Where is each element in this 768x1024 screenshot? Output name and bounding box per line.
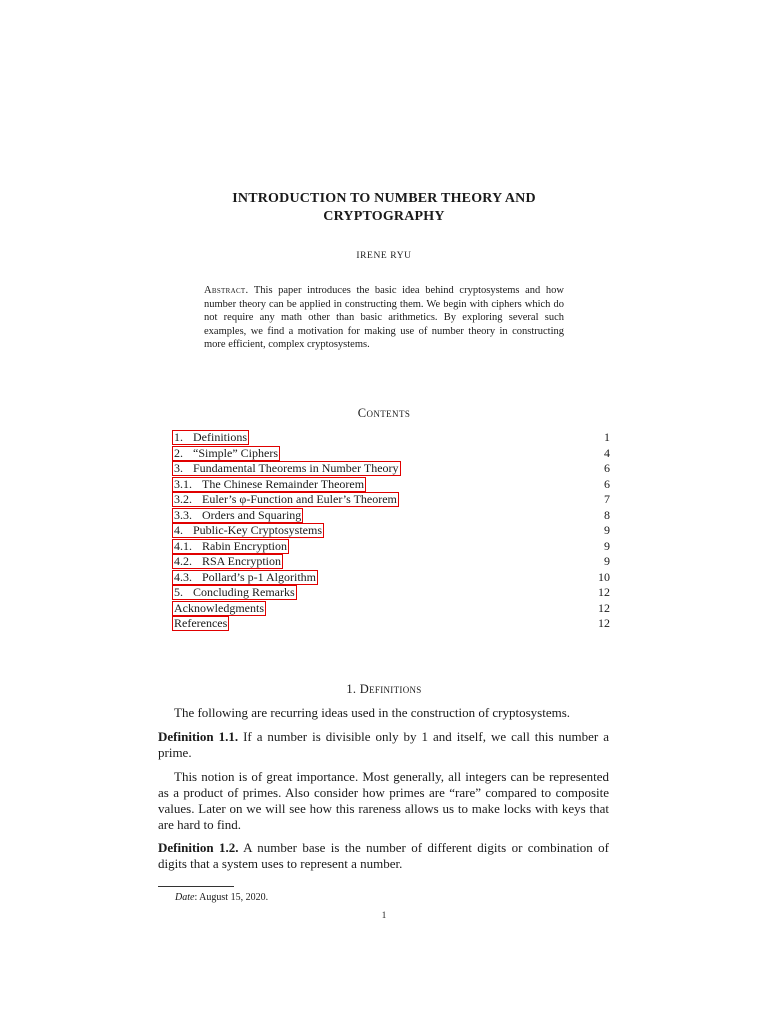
definition-1-1-label: Definition 1.1. [158,729,239,744]
toc-entry-label: Pollard’s p-1 Algorithm [202,569,316,584]
toc-entry-label: Euler’s φ-Function and Euler’s Theorem [202,492,397,506]
toc-entry-number: 3.1. [174,476,192,491]
footnote-text: : August 15, 2020. [194,892,269,903]
footnote-label: Date [175,892,195,903]
toc-row [172,477,610,493]
toc-link[interactable] [172,523,324,538]
toc-entry-page: 12 [598,600,610,615]
toc-entry-page: 8 [604,507,610,522]
toc-entry-number: 4.3. [174,569,192,584]
toc-entry-number: 1. [174,430,183,444]
toc-row [172,585,610,601]
toc-entry-number: 4.2. [174,554,192,568]
section-1-number: 1. [346,682,360,696]
toc-link[interactable] [172,601,266,616]
toc-link[interactable] [172,446,280,461]
toc-entry-number: 4. [174,523,183,537]
toc-link[interactable] [172,461,401,476]
toc-link[interactable] [172,492,399,507]
section-1-title: Definitions [359,682,422,696]
toc-link[interactable] [172,570,318,585]
definition-1-1 [158,729,609,761]
toc-entry-page: 1 [604,430,610,444]
toc-row [172,616,610,632]
toc-entry-number: 3. [174,461,183,475]
toc-entry-label: Fundamental Theorems in Number Theory [193,461,399,475]
footnote-rule [158,886,234,887]
toc-entry-number: 4.1. [174,538,192,553]
toc-entry-page: 9 [604,554,610,568]
toc-link[interactable] [172,477,366,492]
toc-entry-page: 12 [598,616,610,630]
abstract [204,284,564,352]
section-1-intro: The following are recurring ideas used in the construction of cryptosystems. [174,705,571,720]
toc-link[interactable] [172,430,249,445]
toc-link[interactable] [172,585,297,600]
toc-entry-number: 3.2. [174,492,192,506]
title-line-1: INTRODUCTION TO NUMBER THEORY AND [232,191,536,206]
toc-entry-number: 5. [174,585,183,599]
toc-entry-label: RSA Encryption [202,554,282,568]
toc-entry-page: 9 [604,523,610,537]
toc-row [172,446,610,462]
toc-row [172,601,610,617]
table-of-contents [172,430,610,632]
toc-entry-page: 6 [604,476,610,491]
definition-1-1-text: If a number is divisible only by 1 and itself, we call this number a prime. [158,729,609,760]
toc-row [172,554,610,570]
definition-1-2 [158,840,609,872]
toc-row [172,508,610,524]
toc-row [172,523,610,539]
toc-row [172,539,610,555]
toc-entry-page: 6 [604,461,610,475]
section-1-heading [160,682,608,697]
toc-entry-label: References [174,616,228,630]
toc-row [172,570,610,586]
toc-entry-label: Concluding Remarks [193,585,295,599]
toc-entry-label: Orders and Squaring [202,507,302,522]
toc-link[interactable] [172,554,283,569]
toc-entry-label: Public-Key Cryptosystems [193,523,322,537]
definition-1-2-text: A number base is the number of different digits or combination of digits that a system uses to represent a number. [158,840,609,871]
toc-entry-label: Definitions [193,430,247,444]
toc-entry-page: 7 [604,492,610,506]
footnote [175,892,268,903]
toc-entry-number: 3.3. [174,507,192,522]
paragraph-primes: This notion is of great importance. Most generally, all integers can be represented as a product of primes. Also consider how primes are “rare” compared to composite values. Later on we will see how this rareness allows us to make locks with keys that are hard to find. [158,769,609,832]
toc-entry-label: “Simple” Ciphers [193,445,278,460]
toc-entry-label: The Chinese Remainder Theorem [202,476,365,491]
toc-entry-page: 10 [598,569,610,584]
author-name: IRENE RYU [356,251,412,261]
toc-row [172,430,610,446]
title-line-2: CRYPTOGRAPHY [323,209,445,224]
toc-entry-label: Acknowledgments [174,600,264,615]
abstract-text: This paper introduces the basic idea behind cryptosystems and how number theory can be applied in constructing them. We begin with ciphers which do not require any math other than basic arithmetics. By exploring several such examples, we find a motivation for making use of number theory in constructing more efficient, complex cryptosystems. [204,285,564,350]
contents-heading: Contents [357,406,411,420]
toc-entry-number: 2. [174,445,183,460]
definition-1-2-label: Definition 1.2. [158,840,239,855]
toc-row [172,492,610,508]
toc-row [172,461,610,477]
toc-entry-label: Rabin Encryption [202,538,287,553]
page-number: 1 [381,910,387,920]
paper-title [160,190,608,226]
toc-entry-page: 4 [604,445,610,460]
toc-link[interactable] [172,539,289,554]
abstract-label: Abstract. [204,285,249,296]
toc-entry-page: 12 [598,585,610,599]
toc-link[interactable] [172,508,303,523]
toc-link[interactable] [172,616,229,631]
toc-entry-page: 9 [604,538,610,553]
